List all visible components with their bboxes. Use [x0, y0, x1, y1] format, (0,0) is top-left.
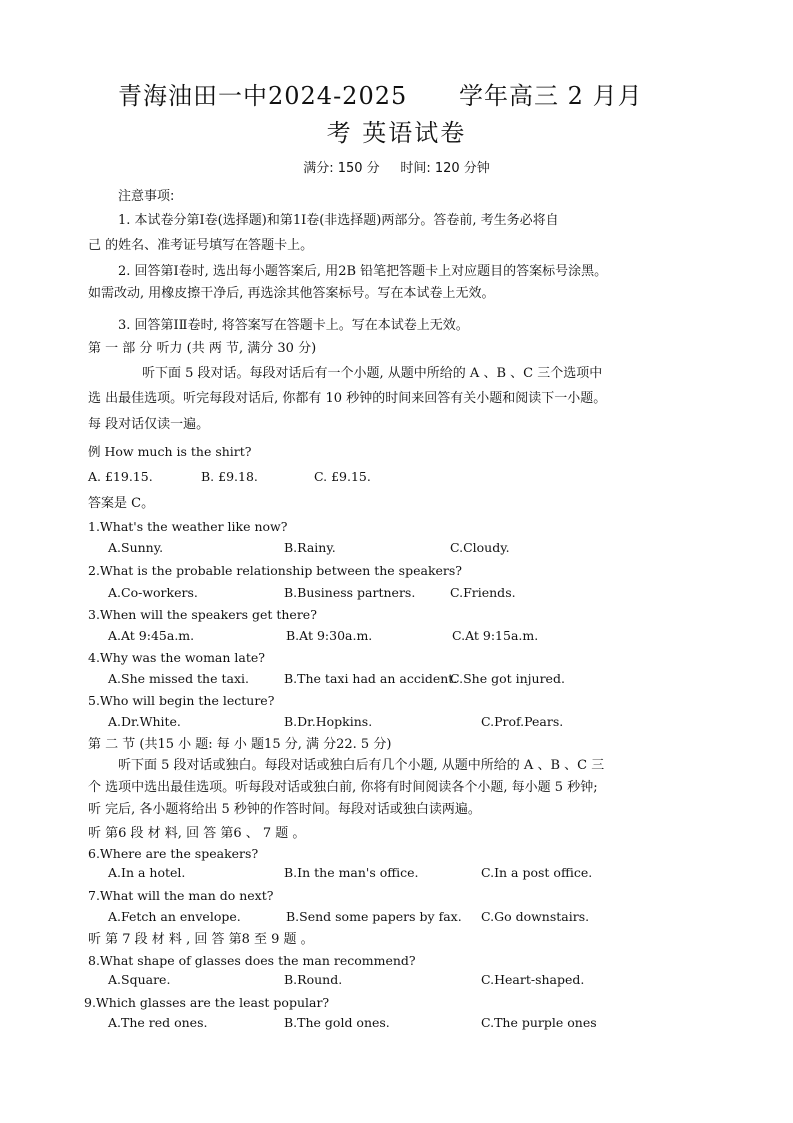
- question-8-option-c: C.Heart-shaped.: [481, 972, 585, 987]
- question-6-option-a: A.In a hotel.: [108, 865, 186, 880]
- question-9-option-c: C.The purple ones: [481, 1015, 597, 1030]
- question-9: 9.Which glasses are the least popular?: [84, 995, 330, 1010]
- part1-heading: 第 一 部 分 听力 (共 两 节, 满分 30 分): [88, 341, 317, 356]
- question-6-option-c: C.In a post office.: [481, 865, 593, 880]
- example-option-c: C. £9.15.: [314, 469, 371, 484]
- example-question: 例 How much is the shirt?: [88, 444, 252, 459]
- question-4-option-a: A.She missed the taxi.: [108, 671, 249, 686]
- question-1: 1.What's the weather like now?: [88, 519, 288, 534]
- question-8: 8.What shape of glasses does the man recommend?: [88, 953, 416, 968]
- note-2b: 如需改动, 用橡皮擦干净后, 再选涂其他答案标号。写在本试卷上无效。: [88, 286, 495, 301]
- question-3-option-a: A.At 9:45a.m.: [108, 628, 195, 643]
- question-4-option-c: C.She got injured.: [450, 671, 565, 686]
- question-6-option-b: B.In the man's office.: [284, 865, 419, 880]
- question-3-option-c: C.At 9:15a.m.: [452, 628, 539, 643]
- question-4: 4.Why was the woman late?: [88, 650, 265, 665]
- question-4-option-b: B.The taxi had an accident.: [284, 671, 458, 686]
- question-5-option-a: A.Dr.White.: [108, 714, 181, 729]
- question-7-option-a: A.Fetch an envelope.: [108, 909, 241, 924]
- question-1-option-c: C.Cloudy.: [450, 540, 510, 555]
- note-3: 3. 回答第ⅠⅡ卷时, 将答案写在答题卡上。写在本试卷上无效。: [118, 318, 469, 333]
- question-8-option-a: A.Square.: [108, 972, 171, 987]
- question-2: 2.What is the probable relationship between the speakers?: [88, 563, 463, 578]
- question-2-option-c: C.Friends.: [450, 585, 516, 600]
- section2-heading: 第 二 节 (共15 小 题: 每 小 题15 分, 满 分22. 5 分): [88, 737, 392, 752]
- question-6: 6.Where are the speakers?: [88, 846, 259, 861]
- question-7: 7.What will the man do next?: [88, 888, 274, 903]
- exam-title-line1: 青海油田一中2024-2025 学年高三 2 月月: [118, 82, 643, 110]
- section2-lead-6-7: 听 第6 段 材 料, 回 答 第6 、 7 题 。: [88, 826, 306, 841]
- question-5-option-c: C.Prof.Pears.: [481, 714, 564, 729]
- question-7-option-b: B.Send some papers by fax.: [286, 909, 462, 924]
- question-5: 5.Who will begin the lecture?: [88, 693, 275, 708]
- question-7-option-c: C.Go downstairs.: [481, 909, 590, 924]
- question-2-option-b: B.Business partners.: [284, 585, 416, 600]
- question-8-option-b: B.Round.: [284, 972, 343, 987]
- note-1b: 己 的姓名、准考证号填写在答题卡上。: [88, 238, 314, 253]
- section2-instruction-2: 个 选项中选出最佳选项。听每段对话或独白前, 你将有时间阅读各个小题, 每小题 5 秒钟;: [88, 780, 598, 795]
- section2-lead-8-9: 听 第 7 段 材 料 , 回 答 第8 至 9 题 。: [88, 932, 314, 947]
- question-2-option-a: A.Co-workers.: [108, 585, 198, 600]
- question-9-option-a: A.The red ones.: [108, 1015, 208, 1030]
- note-2a: 2. 回答第Ⅰ卷时, 选出每小题答案后, 用2B 铅笔把答题卡上对应题目的答案标号涂黑。: [118, 264, 608, 279]
- question-3-option-b: B.At 9:30a.m.: [286, 628, 373, 643]
- question-9-option-b: B.The gold ones.: [284, 1015, 390, 1030]
- question-1-option-a: A.Sunny.: [108, 540, 164, 555]
- question-3: 3.When will the speakers get there?: [88, 607, 317, 622]
- part1-instruction-2: 选 出最佳选项。听完每段对话后, 你都有 10 秒钟的时间来回答有关小题和阅读下一小题。: [88, 391, 607, 406]
- exam-title-line2: 考 英语试卷: [326, 119, 467, 147]
- exam-meta: 满分: 150 分 时间: 120 分钟: [303, 161, 490, 176]
- part1-instruction-3: 每 段对话仅读一遍。: [88, 417, 210, 432]
- part1-instruction-1: 听下面 5 段对话。每段对话后有一个小题, 从题中所给的 A 、B 、C 三个选项中: [142, 366, 603, 381]
- example-option-a: A. £19.15.: [88, 469, 153, 484]
- question-5-option-b: B.Dr.Hopkins.: [284, 714, 373, 729]
- section2-instruction-3: 听 完后, 各小题将给出 5 秒钟的作答时间。每段对话或独白读两遍。: [88, 802, 481, 817]
- notes-heading: 注意事项:: [118, 189, 175, 204]
- question-1-option-b: B.Rainy.: [284, 540, 336, 555]
- example-answer: 答案是 C。: [88, 496, 155, 511]
- note-1a: 1. 本试卷分第Ⅰ卷(选择题)和第1Ⅰ卷(非选择题)两部分。答卷前, 考生务必将自: [118, 213, 559, 228]
- section2-instruction-1: 听下面 5 段对话或独白。每段对话或独白后有几个小题, 从题中所给的 A 、B 、C 三: [118, 758, 605, 773]
- example-option-b: B. £9.18.: [201, 469, 258, 484]
